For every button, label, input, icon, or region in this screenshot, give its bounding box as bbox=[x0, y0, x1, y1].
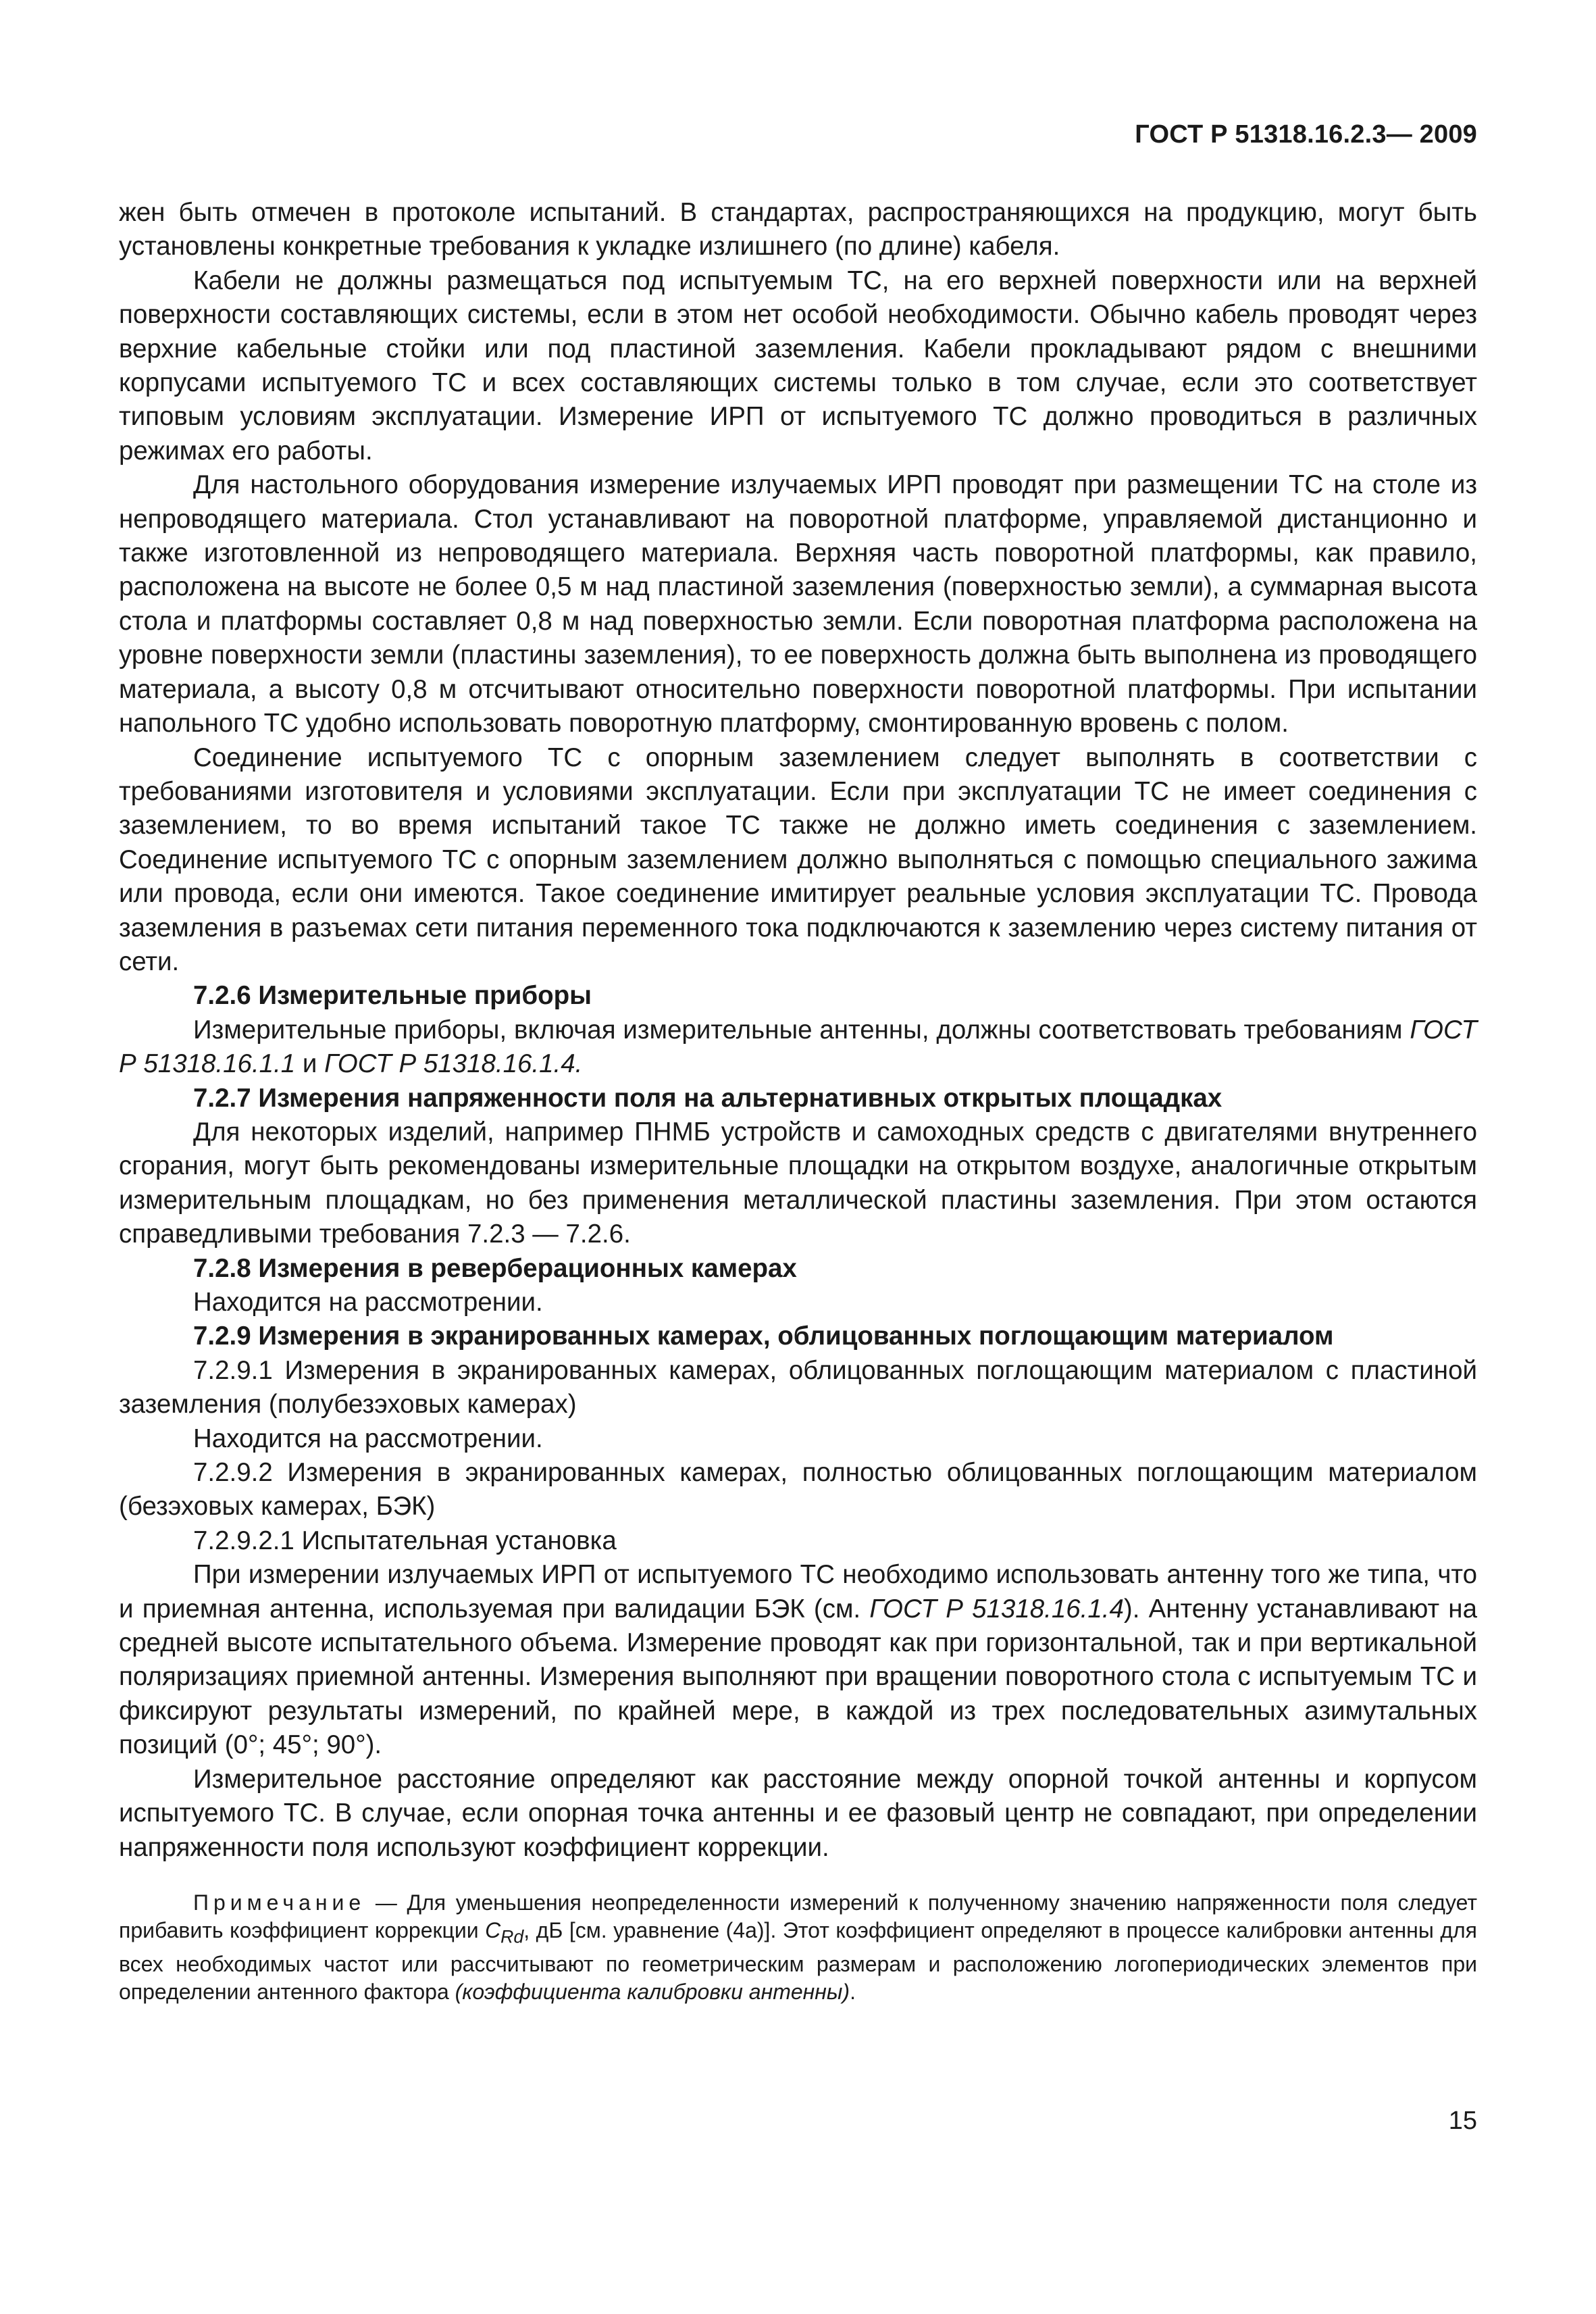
instruments-text: Измерительные приборы, включая измерительные антенны, должны соответствовать требованиям bbox=[193, 1015, 1403, 1045]
symbol-c: C bbox=[485, 1917, 501, 1942]
note-label: Примечание bbox=[193, 1890, 366, 1915]
paragraph-instruments bbox=[119, 1013, 1477, 1082]
reference-gost-3: ГОСТ Р 51318.16.1.4 bbox=[869, 1594, 1124, 1624]
paragraph-alternative-sites: Для некоторых изделий, например ПНМБ устройств и самоходных средств с двигателями внутреннего сгорания, могут быть рекомендованы измерительные площадки на открытом воздухе, аналогичные открытым измерительным площадкам, но без применения металлической пластины заземления. При этом остаются справедливыми требования 7.2.3 — 7.2.6. bbox=[119, 1117, 1477, 1249]
paragraph-antenna-setup bbox=[119, 1558, 1477, 1762]
paragraph-measurement-distance: Измерительное расстояние определяют как расстояние между опорной точкой антенны и корпусом испытуемого ТС. В случае, если опорная точка антенны и ее фазовый центр не совпадают, при определении напряженности поля используют коэффициент коррекции. bbox=[119, 1764, 1477, 1862]
note-paragraph bbox=[119, 1889, 1477, 2006]
paragraph-under-review-2: Находится на рассмотрении. bbox=[193, 1424, 543, 1453]
section-heading-7-2-6: 7.2.6 Измерительные приборы bbox=[193, 981, 592, 1011]
section-heading-7-2-7: 7.2.7 Измерения напряженности поля на альтернативных открытых площадках bbox=[193, 1083, 1222, 1113]
note-end: . bbox=[850, 1980, 856, 2005]
paragraph-7-2-9-2-1: 7.2.9.2.1 Испытательная установка bbox=[193, 1526, 617, 1555]
antenna-setup-text-b: ). Антенну устанавливают на средней высоте испытательного объема. Измерение проводят как при горизонтальной, так и при вертикальной поляризациях приемной антенны. Измерения выполняют при вращении поворотного стола с испытуемым ТС и фиксируют результаты измерений, по крайней мере, в каждой из трех последовательных азимутальных позиций (0°; 45°; 90°). bbox=[119, 1594, 1477, 1760]
page-number: 15 bbox=[1448, 2107, 1477, 2135]
paragraph-under-review-1: Находится на рассмотрении. bbox=[193, 1288, 543, 1317]
paragraph-continuation: жен быть отмечен в протоколе испытаний. В стандартах, распространяющихся на продукцию, могут быть установлены конкретные требования к укладке излишнего (по длине) кабеля. bbox=[119, 198, 1477, 261]
conjunction: и bbox=[302, 1049, 317, 1079]
standard-header: ГОСТ Р 51318.16.2.3— 2009 bbox=[1135, 120, 1477, 149]
section-heading-7-2-8: 7.2.8 Измерения в реверберационных камерах bbox=[193, 1253, 797, 1283]
reference-gost-2: ГОСТ Р 51318.16.1.4. bbox=[324, 1049, 583, 1079]
body-text bbox=[119, 196, 1477, 2006]
paragraph-7-2-9-1: 7.2.9.1 Измерения в экранированных камерах, облицованных поглощающим материалом с пластиной заземления (полубезэховых камерах) bbox=[119, 1355, 1477, 1419]
paragraph-7-2-9-2: 7.2.9.2 Измерения в экранированных камерах, полностью облицованных поглощающим материалом (безэховых камерах, БЭК) bbox=[119, 1458, 1477, 1521]
reference-gost-1: ГОСТ Р 51318.16.1.1 bbox=[119, 1015, 1477, 1079]
paragraph-tabletop: Для настольного оборудования измерение излучаемых ИРП проводят при размещении ТС на столе из непроводящего материала. Стол устанавливают на поворотной платформе, управляемой дистанционно и также изготовленной из непроводящего материала. Верхняя часть поворотной платформы, как правило, расположена на высоте не более 0,5 м над пластиной заземления (поверхностью земли), а суммарная высота стола и платформы составляет 0,8 м над поверхностью земли. Если поворотная платформа расположена на уровне поверхности земли (пластины заземления), то ее поверхность должна быть выполнена из проводящего материала, а высоту 0,8 м отсчитывают относительно поверхности поворотной платформы. При испытании напольного ТС удобно использовать поворотную платформу, смонтированную вровень с полом. bbox=[119, 470, 1477, 738]
paragraph-cables: Кабели не должны размещаться под испытуемым ТС, на его верхней поверхности или на верхней поверхности составляющих системы, если в этом нет особой необходимости. Обычно кабель проводят через верхние кабельные стойки или под пластиной заземления. Кабели прокладывают рядом с внешними корпусами испытуемого ТС и всех составляющих системы только в том случае, если это соответствует типовым условиям эксплуатации. Измерение ИРП от испытуемого ТС должно проводиться в различных режимах его работы. bbox=[119, 266, 1477, 466]
note-text-a: — Для уменьшения неопределенности измерений к полученному значению напряженности поля следует прибавить коэффициент коррекции bbox=[119, 1890, 1478, 1942]
paragraph-grounding: Соединение испытуемого ТС с опорным заземлением следует выполнять в соответствии с требованиями изготовителя и условиями эксплуатации. Если при эксплуатации ТС не имеет соединения с заземлением, то во время испытаний такое ТС также не должно иметь соединения с заземлением. Соединение испытуемого ТС с опорным заземлением должно выполняться с помощью специального зажима или провода, если они имеются. Такое соединение имитирует реальные условия эксплуатации ТС. Провода заземления в разъемах сети питания переменного тока подключаются к заземлению через систему питания от сети. bbox=[119, 743, 1477, 976]
note-text-b: , дБ [см. уравнение (4а)]. Этот коэффициент определяют в процессе калибровки антенны для всех необходимых частот или рассчитывают по геометрическим размерам и расположению логопериодических элементов при определении антенного фактора bbox=[119, 1917, 1477, 2005]
note-italic: (коэффициента калибровки антенны) bbox=[455, 1980, 850, 2005]
symbol-subscript: Rd bbox=[500, 1926, 524, 1947]
section-heading-7-2-9: 7.2.9 Измерения в экранированных камерах, облицованных поглощающим материалом bbox=[193, 1322, 1334, 1351]
antenna-setup-text-a: При измерении излучаемых ИРП от испытуемого ТС необходимо использовать антенну того же типа, что и приемная антенна, используемая при валидации БЭК (см. bbox=[119, 1560, 1477, 1624]
